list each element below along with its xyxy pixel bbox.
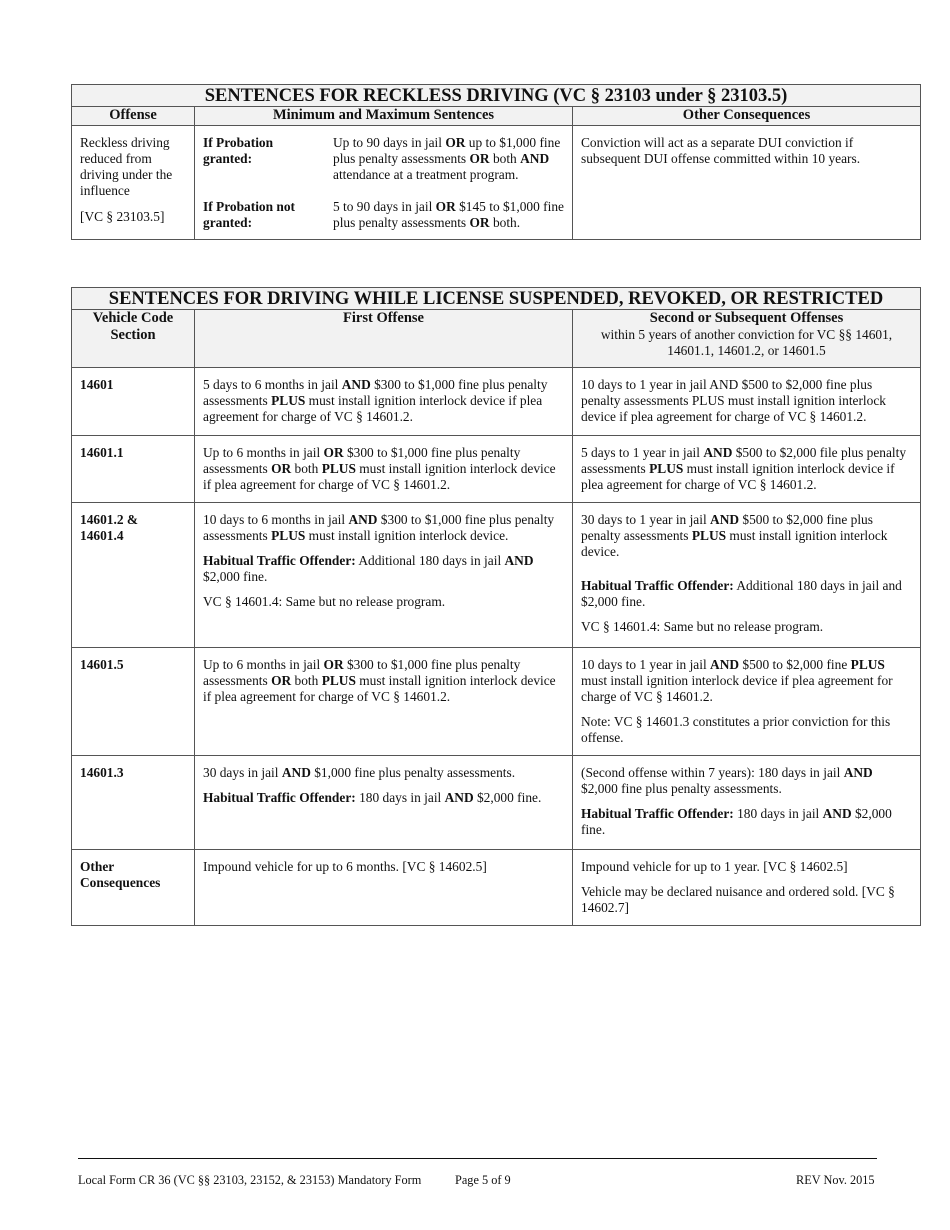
first-offense-cell xyxy=(195,368,573,436)
first-offense-paragraph: Up to 6 months in jail OR $300 to $1,000 fine plus penalty assessments OR both PLUS must install ignition interlock device if plea agreement for charge of VC § 14601.2. xyxy=(203,657,556,704)
footer-page-number: Page 5 of 9 xyxy=(455,1173,511,1187)
second-offense-paragraph: Vehicle may be declared nuisance and ordered sold. [VC § 14602.7] xyxy=(581,884,895,915)
second-offense-cell xyxy=(573,368,921,436)
second-offense-paragraph: 30 days to 1 year in jail AND $500 to $2,000 fine plus penalty assessments PLUS must install ignition interlock device. xyxy=(581,512,888,559)
first-offense-paragraph: 30 days in jail AND $1,000 fine plus penalty assessments. xyxy=(203,765,516,780)
second-offense-subtitle: within 5 years of another conviction for VC §§ 14601, 14601.1, 14601.2, or 14601.5 xyxy=(600,327,893,358)
offense-citation: [VC § 23103.5] xyxy=(80,209,165,224)
second-offense-cell xyxy=(573,436,921,503)
first-offense-paragraph: 5 days to 6 months in jail AND $300 to $1,000 fine plus penalty assessments PLUS must install ignition interlock device if plea agreement for charge of VC § 14601.2. xyxy=(203,377,548,424)
table-row xyxy=(72,503,921,648)
first-offense-paragraph: Up to 6 months in jail OR $300 to $1,000 fine plus penalty assessments OR both PLUS must install ignition interlock device if plea agreement for charge of VC § 14601.2. xyxy=(203,445,556,492)
suspended-table-title: SENTENCES FOR DRIVING WHILE LICENSE SUSPENDED, REVOKED, OR RESTRICTED xyxy=(72,288,921,310)
vehicle-code-cell: 14601.1 xyxy=(72,436,195,503)
probation-granted-label: If Probation granted: xyxy=(203,135,274,166)
first-offense-paragraph: 10 days to 6 months in jail AND $300 to $1,000 fine plus penalty assessments PLUS must install ignition interlock device. xyxy=(203,512,555,543)
vehicle-code-cell: 14601.3 xyxy=(72,756,195,850)
col-header-offense: Offense xyxy=(72,107,195,126)
second-offense-paragraph: (Second offense within 7 years): 180 days in jail AND $2,000 fine plus penalty assessments. xyxy=(581,765,873,796)
second-offense-paragraph: 10 days to 1 year in jail AND $500 to $2,000 fine PLUS must install ignition interlock device if plea agreement for charge of VC § 14601.2. xyxy=(581,657,893,704)
vehicle-code-cell: 14601.5 xyxy=(72,648,195,756)
probation-not-granted-text: 5 to 90 days in jail OR $145 to $1,000 fine plus penalty assessments OR both. xyxy=(333,199,564,230)
second-offense-paragraph: 10 days to 1 year in jail AND $500 to $2,000 fine plus penalty assessments PLUS must install ignition interlock device if plea agreement for charge of VC § 14601.2. xyxy=(581,377,886,424)
col-header-code-section: Vehicle Code Section xyxy=(72,310,195,368)
first-offense-paragraph: Habitual Traffic Offender: 180 days in jail AND $2,000 fine. xyxy=(203,790,542,805)
col-header-second-offense xyxy=(573,310,921,368)
offense-text: Reckless driving reduced from driving under the influence xyxy=(80,135,173,198)
table-row xyxy=(72,648,921,756)
second-offense-paragraph: Impound vehicle for up to 1 year. [VC § 14602.5] xyxy=(581,859,848,874)
suspended-license-table xyxy=(71,287,921,926)
first-offense-paragraph: Habitual Traffic Offender: Additional 180 days in jail AND $2,000 fine. xyxy=(203,553,534,584)
reckless-driving-table xyxy=(71,84,921,240)
first-offense-cell xyxy=(195,756,573,850)
footer-rule xyxy=(78,1158,877,1159)
second-offense-cell xyxy=(573,503,921,648)
table-row xyxy=(72,436,921,503)
table-row xyxy=(72,368,921,436)
probation-granted-text: Up to 90 days in jail OR up to $1,000 fine plus penalty assessments OR both AND attendance at a treatment program. xyxy=(333,135,561,182)
col-header-other-consequences: Other Consequences xyxy=(573,107,921,126)
footer-revision: REV Nov. 2015 xyxy=(796,1173,875,1187)
second-offense-paragraph: Note: VC § 14601.3 constitutes a prior conviction for this offense. xyxy=(581,714,891,745)
probation-not-granted-label: If Probation not granted: xyxy=(203,199,296,230)
other-consequences-cell: Conviction will act as a separate DUI conviction if subsequent DUI offense committed within 10 years. xyxy=(573,126,921,240)
second-offense-title: Second or Subsequent Offenses xyxy=(649,310,844,326)
first-offense-cell xyxy=(195,503,573,648)
second-offense-paragraph: Habitual Traffic Offender: 180 days in jail AND $2,000 fine. xyxy=(581,806,892,837)
second-offense-cell xyxy=(573,648,921,756)
vehicle-code-cell: 14601 xyxy=(72,368,195,436)
first-offense-paragraph: VC § 14601.4: Same but no release program. xyxy=(203,594,446,609)
col-header-first-offense: First Offense xyxy=(195,310,573,368)
second-offense-cell xyxy=(573,756,921,850)
second-offense-paragraph: 5 days to 1 year in jail AND $500 to $2,000 file plus penalty assessments PLUS must install ignition interlock device if plea agreement for charge of VC § 14601.2. xyxy=(581,445,907,492)
sentences-cell xyxy=(195,126,573,240)
first-offense-paragraph: Impound vehicle for up to 6 months. [VC § 14602.5] xyxy=(203,859,487,874)
table-row xyxy=(72,850,921,926)
first-offense-cell xyxy=(195,436,573,503)
col-header-sentences: Minimum and Maximum Sentences xyxy=(195,107,573,126)
second-offense-cell xyxy=(573,850,921,926)
vehicle-code-cell: Other Consequences xyxy=(72,850,195,926)
first-offense-cell xyxy=(195,850,573,926)
reckless-table-title: SENTENCES FOR RECKLESS DRIVING (VC § 23103 under § 23103.5) xyxy=(72,85,921,107)
second-offense-paragraph: Habitual Traffic Offender: Additional 180 days in jail and $2,000 fine. xyxy=(581,578,902,609)
footer-form-name: Local Form CR 36 (VC §§ 23103, 23152, & 23153) Mandatory Form xyxy=(78,1173,422,1187)
offense-cell xyxy=(72,126,195,240)
second-offense-paragraph: VC § 14601.4: Same but no release program. xyxy=(581,619,824,634)
vehicle-code-cell: 14601.2 & 14601.4 xyxy=(72,503,195,648)
first-offense-cell xyxy=(195,648,573,756)
table-row xyxy=(72,756,921,850)
